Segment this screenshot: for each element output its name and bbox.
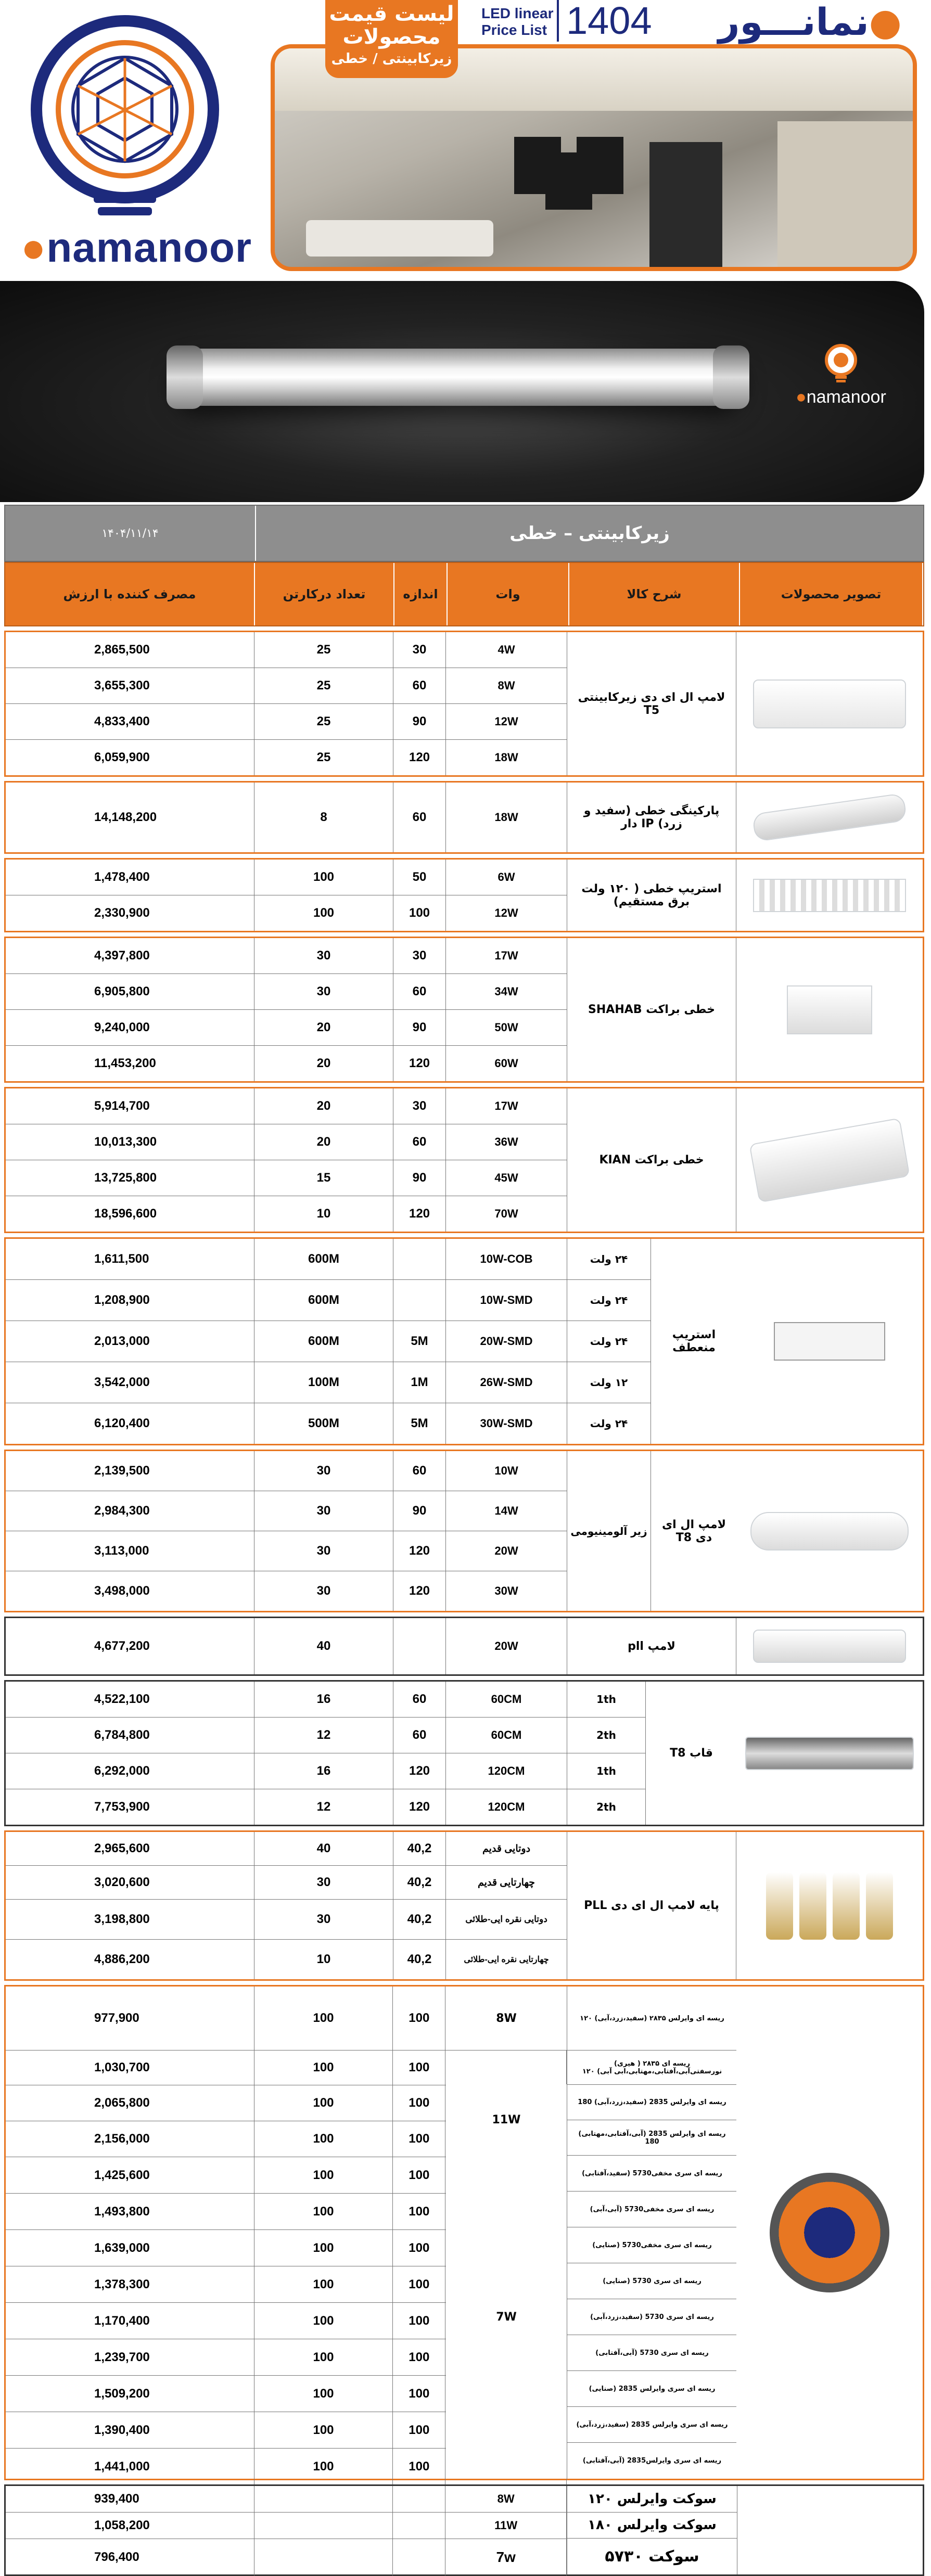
group-parking [4,781,924,854]
t5-product-image [736,632,923,775]
col-qty: تعداد درکارتن [255,563,394,625]
table-row: 3,655,300 25 60 8W [6,668,923,703]
t5-description: لامپ ال ای دی زیرکابینتی T5 [567,632,736,775]
neon-desc: ریسه ای سری مخفی5730 (آبی،آبی) [567,2191,737,2227]
table-row: 1,611,500 600M 10W-COB [6,1239,923,1279]
group-t8 [4,1450,924,1612]
table-row: 2,013,000 600M 5M 20W-SMD [6,1321,923,1362]
frame-count: 2th [567,1717,645,1753]
col-size: اندازه [394,563,448,625]
table-row: 4,886,200 10 40,2 چهارتایی نقره ایی-طلائی [6,1939,923,1979]
neon-watt-7: 7W [446,2155,567,2479]
kian-product-image [736,1088,923,1232]
strip-description: استریپ خطی ( ۱۲۰ ولت برق مستقیم) [567,860,736,931]
price-list-year: 1404 [557,0,652,42]
column-headers [4,562,924,626]
brand-name-en: ●namanoor [21,224,252,271]
frame-count: 1th [596,1693,616,1706]
group-strip [4,858,924,932]
group-shahab [4,937,924,1083]
table-row: 4,833,400 25 90 12W [6,703,923,739]
neon-watt-11: 11W [446,2084,567,2156]
table-row: 6,120,400 500M 5M 30W-SMD [6,1403,923,1444]
title-line-3: زیرکابینتی / خطی [331,51,452,67]
table-row: 2,965,600 40 40,2 دوتایی قدیم [6,1832,923,1865]
pll-base-product-image [736,1832,923,1979]
flex-volt: ۲۴ ولت [567,1279,651,1321]
neon-desc: ریسه ای سری وایرلس 2835 (صنایی) [567,2370,737,2406]
table-row: 11,453,200 20 120 60W [6,1045,923,1081]
flex-volt: ۲۴ ولت [567,1403,651,1444]
t8-description [567,1451,737,1611]
title-line-1: لیست قیمت [329,2,454,26]
table-row: 6,059,900 25 120 18W [6,739,923,775]
product-banner [0,281,924,502]
table-row: 18,596,600 10 120 70W [6,1196,923,1232]
socket-desc: سوکت وایرلس ۱۲۰ [567,2486,737,2513]
kian-description: خطی براکت KIAN [567,1088,736,1232]
socket-rows [6,2486,567,2575]
neon-desc: ریسه ای سری 5730 (سفید،زرد،آبی) [567,2299,737,2335]
table-row: 1,239,700 100 100 [6,2339,567,2375]
table-row: 4,522,100 16 60 60CM [6,1682,923,1717]
frame-count: 1th [567,1753,645,1789]
table-row: 2,984,300 30 90 14W [6,1491,923,1531]
page-header [0,0,931,281]
col-price: مصرف کننده با ارزش [5,563,255,625]
frame-description [567,1682,737,1825]
neon-desc: ریسه ای سری مخفی5730 (سفید،آفتابی) [567,2155,737,2191]
frame-product-image [736,1682,923,1825]
table-row: 4,677,200 40 20W [6,1618,923,1674]
namanoor-logo-icon [16,10,234,260]
pll-description: لامپ pll [567,1618,736,1674]
strip-product-image [736,860,923,931]
hero-interior-image [271,44,917,271]
table-row: 9,240,000 20 90 50W [6,1009,923,1045]
banner-brand-name: namanoor [806,387,886,407]
col-description: شرح کالا [569,563,740,625]
table-row: 977,900 100 100 [6,1987,567,2050]
table-row: 2,156,000 100 100 [6,2121,567,2157]
table-row: 1,425,600 100 100 [6,2157,567,2193]
flex-volt: ۱۲ ولت [567,1362,651,1403]
table-row: 4,397,800 30 30 17W [6,938,923,973]
frame-title: قاب T8 [670,1747,713,1760]
table-row: 1,030,700 100 100 [6,2050,567,2085]
group-pll [4,1617,924,1676]
neon-desc: ریسه ای وایرلس 2835 (آبی،آفتابی،مهتابی) 180 [567,2120,737,2155]
table-row: 1,478,400 100 50 6W [6,860,923,895]
linear-tube-image [172,349,744,406]
table-category-header [4,505,924,562]
col-image: تصویر محصولات [740,563,923,625]
neon-desc: ریسه ای سری وایرلس2835 (آبی،آفتابی) [567,2442,737,2478]
table-row: 6,784,800 12 60 60CM [6,1717,923,1753]
group-pll-base [4,1830,924,1981]
neon-desc: ریسه ای سری 5730 (آبی،آفتابی) [567,2335,737,2370]
table-row: 3,198,800 30 40,2 دوتایی نقره ایی-طلائی [6,1899,923,1939]
frame-count: 2th [567,1789,645,1825]
parking-description: پارکینگی خطی (سفید و زرد) IP دار [567,783,736,852]
t8-product-image [736,1451,923,1611]
neon-desc: ریسه ای سری مخفی5730 (صنایی) [567,2227,737,2263]
table-row: 7,753,900 12 120 120CM [6,1789,923,1825]
group-frame-t8 [4,1680,924,1826]
table-row: 2,139,500 30 60 10W [6,1451,923,1491]
neon-desc: ریسه ای وایرلس 2835 (سفید،زرد،آبی) 180 [567,2084,737,2120]
flex-volt: ۲۴ ولت [567,1321,651,1362]
group-t5 [4,631,924,777]
pll-base-description: پایه لامپ ال ای دی PLL [567,1832,736,1979]
neon-desc: ریسه ای سری وایرلس 2835 (سفید،زرد،آبی) [567,2406,737,2442]
group-kian [4,1087,924,1233]
brand-name-fa: نمانـــور● [718,0,902,44]
neon-desc: ریسه ای ۲۸۳۵ ( هیری) نورسفتی‌آبی،آفتابی،مهتابی،ابی آبی) ۱۲۰ [567,2050,737,2084]
flex-product-image [736,1239,923,1444]
flex-description [567,1239,737,1444]
table-row: 3,498,000 30 120 30W [6,1571,923,1611]
table-row: 3,113,000 30 120 20W [6,1531,923,1571]
table-row: 2,865,500 25 30 4W [6,632,923,668]
table-row: 2,065,800 100 100 [6,2085,567,2121]
pll-product-image [736,1618,923,1674]
neon-descriptions [567,1987,737,2479]
bulb-logo-icon [823,343,859,385]
table-row: 1,378,300 100 100 [6,2266,567,2302]
shahab-product-image [736,938,923,1081]
col-watt: وات [448,563,569,625]
banner-logo: ●namanoor [789,343,893,407]
price-table [4,505,924,2576]
neon-reel-image [736,1987,923,2479]
table-row: 5,914,700 20 30 17W [6,1088,923,1124]
neon-watt-8: 8W [446,1987,567,2050]
t8-desc-inner: زیر آلومینیومی [567,1451,651,1611]
table-row: 6,905,800 30 60 34W [6,973,923,1009]
table-row: 1,058,200 11W [6,2512,567,2539]
table-row: 1,390,400 100 100 [6,2412,567,2448]
table-row: 14,148,200 8 60 18W [6,783,923,852]
title-line-2: محصولات [342,25,441,49]
table-row: 1,509,200 100 100 [6,2375,567,2412]
group-neon-reels [4,1985,924,2480]
socket-desc: سوکت وایرلس ۱۸۰ [567,2512,737,2539]
table-row: 10,013,300 20 60 36W [6,1124,923,1160]
table-row: 939,400 8W [6,2486,567,2512]
table-row: 3,542,000 100M 1M 26W-SMD [6,1362,923,1403]
neon-desc: ریسه ای وایرلس ۲۸۳۵ (سفید،زرد،آبی) ۱۲۰ [580,2014,724,2022]
table-row: 3,020,600 30 40,2 چهارتایی قدیم [6,1865,923,1899]
table-row: 796,400 7w [6,2539,567,2575]
group-sockets [4,2484,924,2576]
group-flex-strip [4,1237,924,1445]
table-row: 2,330,900 100 100 12W [6,895,923,931]
parking-product-image [736,783,923,852]
t8-desc-outer: لامپ ال ای دی T8 [662,1518,726,1544]
flex-volt: ۲۴ ولت [590,1253,628,1265]
table-row: 1,170,400 100 100 [6,2302,567,2339]
table-category: زیرکابینتی – خطی [509,523,670,544]
table-row: 1,441,000 100 100 [6,2448,567,2484]
table-row: 1,493,800 100 100 [6,2193,567,2229]
price-list-title-tab [325,0,458,78]
table-row: 13,725,800 15 90 45W [6,1160,923,1196]
table-row: 6,292,000 16 120 120CM [6,1753,923,1789]
price-list-label: LED linear Price List [481,5,554,38]
flex-title: استریپ منعطف [672,1328,716,1354]
shahab-description: خطی براکت SHAHAB [567,938,736,1081]
socket-desc: سوکت ۵۷۳۰ [567,2538,737,2574]
table-row: 1,208,900 600M 10W-SMD [6,1279,923,1321]
neon-desc: ریسه ای سری 5730 (صنایی) [567,2263,737,2299]
table-row: 1,639,000 100 100 [6,2229,567,2266]
table-date: ۱۴۰۴/۱۱/۱۴ [5,506,256,561]
